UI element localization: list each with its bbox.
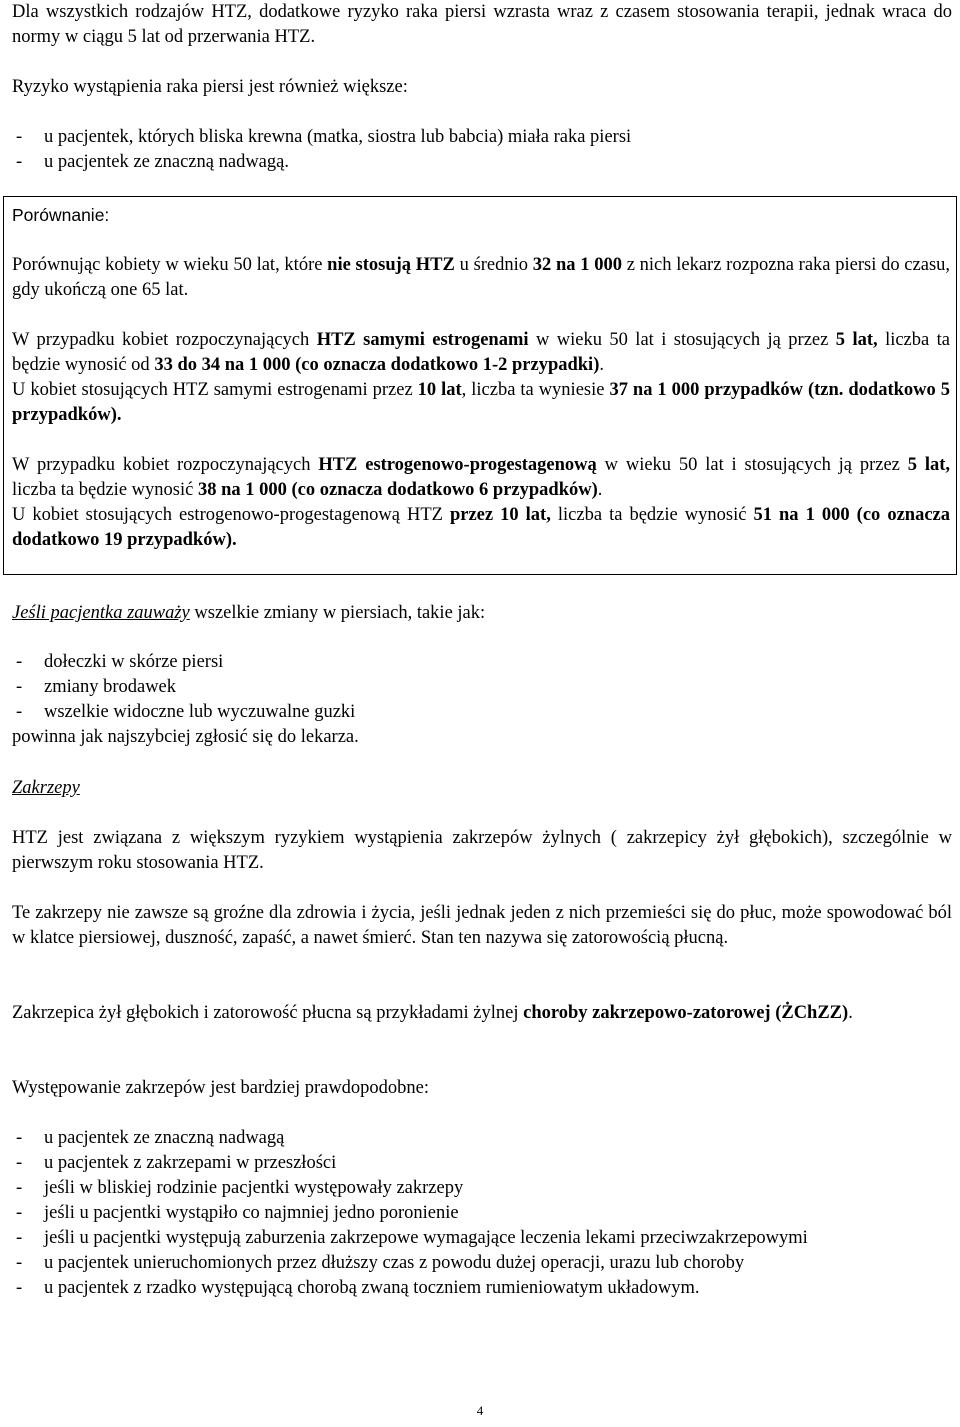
list-item: - dołeczki w skórze piersi (16, 652, 224, 672)
symptoms-lead: Jeśli pacjentka zauważy wszelkie zmiany w piersiach, takie jak: (12, 603, 486, 623)
list-item: - jeśli w bliskiej rodzinie pacjentki występowały zakrzepy (16, 1178, 464, 1198)
list-item: - u pacjentek z rzadko występującą chorobą zwaną toczniem rumieniowatym układowym. (16, 1278, 700, 1298)
clots-risk-lead: Występowanie zakrzepów jest bardziej prawdopodobne: (12, 1078, 430, 1098)
comparison-paragraph-2: W przypadku kobiet rozpoczynających HTZ samymi estrogenami w wieku 50 lat i stosujących ją przez 5 lat, liczba ta będzie wynosić od 33 do 34 na 1 000 (co oznacza dodatkowo 1-2 przypadki). (12, 330, 951, 375)
clots-paragraph-3: Zakrzepica żył głębokich i zatorowość płucna są przykładami żylnej choroby zakrzepowo-zatorowej (ŻChZZ). (12, 1003, 853, 1023)
comparison-label: Porównanie: (12, 205, 110, 225)
clots-paragraph-1: HTZ jest związana z większym ryzykiem wystąpienia zakrzepów żylnych ( zakrzepicy żył głębokich), szczególnie w pierwszym roku stosowania HTZ. (12, 828, 952, 873)
list-item: - wszelkie widoczne lub wyczuwalne guzki (16, 702, 356, 722)
comparison-box (3, 196, 957, 575)
list-item: - u pacjentek z zakrzepami w przeszłości (16, 1153, 337, 1173)
list-item: - jeśli u pacjentki występują zaburzenia zakrzepowe wymagające leczenia lekami przeciwzakrzepowymi (16, 1228, 808, 1248)
list-item: - u pacjentek ze znaczną nadwagą. (16, 152, 289, 172)
intro-paragraph: Dla wszystkich rodzajów HTZ, dodatkowe ryzyko raka piersi wzrasta wraz z czasem stosowania terapii, jednak wraca do normy w ciągu 5 lat od przerwania HTZ. (12, 2, 952, 47)
symptoms-closing: powinna jak najszybciej zgłosić się do lekarza. (12, 727, 359, 747)
list-item: - u pacjentek ze znaczną nadwagą (16, 1128, 285, 1148)
clots-paragraph-2: Te zakrzepy nie zawsze są groźne dla zdrowia i życia, jeśli jednak jeden z nich przemieści się do płuc, może spowodować ból w klatce piersiowej, duszność, zapaść, a nawet śmierć. Stan ten nazywa się zatorowością płucną. (12, 903, 952, 948)
section-heading-clots: Zakrzepy (12, 778, 80, 798)
list-item: - u pacjentek, których bliska krewna (matka, siostra lub babcia) miała raka piersi (16, 127, 632, 147)
comparison-paragraph-1: Porównując kobiety w wieku 50 lat, które nie stosują HTZ u średnio 32 na 1 000 z nich lekarz rozpozna raka piersi do czasu, gdy ukończą one 65 lat. (12, 255, 951, 300)
comparison-paragraph-5: U kobiet stosujących estrogenowo-progestagenową HTZ przez 10 lat, liczba ta będzie wynosić 51 na 1 000 (co oznacza dodatkowo 19 przypadków). (12, 505, 950, 550)
list-item: - zmiany brodawek (16, 677, 177, 697)
list-item: - jeśli u pacjentki wystąpiło co najmniej jedno poronienie (16, 1203, 459, 1223)
intro-risk-lead: Ryzyko wystąpienia raka piersi jest również większe: (12, 77, 408, 97)
page-number: 4 (476, 1403, 484, 1418)
comparison-paragraph-4: W przypadku kobiet rozpoczynających HTZ estrogenowo-progestagenową w wieku 50 lat i stosujących ją przez 5 lat, liczba ta będzie wynosić 38 na 1 000 (co oznacza dodatkowo 6 przypadków). (12, 455, 950, 500)
comparison-paragraph-3: U kobiet stosujących HTZ samymi estrogenami przez 10 lat, liczba ta wyniesie 37 na 1 000 przypadków (tzn. dodatkowo 5 przypadków). (12, 380, 950, 425)
list-item: - u pacjentek unieruchomionych przez dłuższy czas z powodu dużej operacji, urazu lub choroby (16, 1253, 745, 1273)
